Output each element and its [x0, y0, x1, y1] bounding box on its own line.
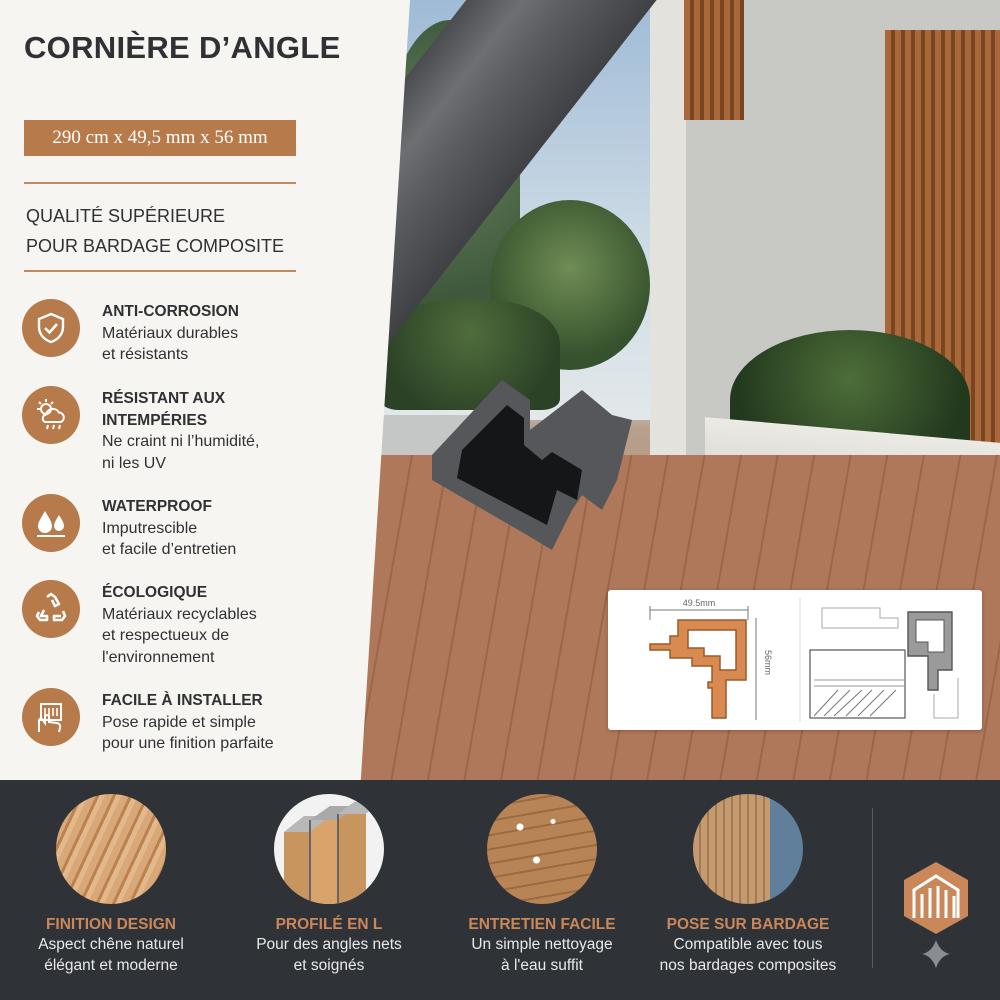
feature-easy-install: [22, 688, 382, 768]
benefit-desc: Pour des angles nets: [256, 936, 402, 953]
feature-desc: Ne craint ni l’humidité,: [102, 433, 260, 450]
sun-cloud-rain-icon: [22, 386, 80, 444]
page-title: CORNIÈRE D’ANGLE: [24, 30, 341, 65]
feature-weather-resistant: [22, 386, 382, 472]
shield-check-icon: [22, 299, 80, 357]
feature-title: INTEMPÉRIES: [102, 411, 208, 429]
benefit-title: PROFILÉ EN L: [275, 916, 383, 933]
water-drops-icon: [22, 494, 80, 552]
feature-title: RÉSISTANT AUX: [102, 390, 226, 407]
benefit-title: ENTRETIEN FACILE: [468, 916, 616, 933]
profile-cross-section: [432, 360, 632, 550]
feature-desc: Pose rapide et simple: [102, 713, 256, 731]
feature-desc: et respectueux de: [102, 627, 230, 644]
dimensions-badge: 290 cm x 49,5 mm x 56 mm: [24, 120, 296, 156]
subtitle-line: QUALITÉ SUPÉRIEURE: [26, 206, 226, 226]
feature-desc: Matériaux durables: [102, 324, 239, 342]
subtitle: [26, 201, 284, 261]
brand-logo-icon: [900, 860, 972, 970]
feature-title: ANTI-CORROSION: [102, 303, 239, 320]
cladding-wall-image: [693, 794, 803, 904]
feature-title: ÉCOLOGIQUE: [102, 584, 208, 601]
feature-desc: Imputrescible: [102, 519, 198, 537]
benefit-desc: Compatible avec tous: [673, 936, 823, 953]
benefit-title: POSE SUR BARDAGE: [666, 916, 830, 933]
benefit-title: FINITION DESIGN: [45, 916, 177, 933]
feature-desc: et facile d’entretien: [102, 541, 237, 558]
hand-install-icon: [22, 688, 80, 746]
subtitle-line: POUR BARDAGE COMPOSITE: [26, 236, 285, 256]
benefit-easy-maintenance: [432, 794, 652, 976]
feature-desc: Matériaux recyclables: [102, 605, 257, 623]
profile-render-image: [274, 794, 384, 904]
benefit-cladding-install: [638, 794, 858, 976]
feature-title: FACILE À INSTALLER: [102, 692, 263, 709]
benefit-desc: Aspect chêne naturel: [38, 936, 184, 953]
wood-cladding: [684, 0, 744, 120]
feature-waterproof: [22, 494, 382, 574]
divider: [24, 270, 296, 272]
water-droplets-image: [487, 794, 597, 904]
divider: [24, 182, 296, 184]
divider: [872, 808, 873, 968]
feature-desc: pour une finition parfaite: [102, 735, 274, 752]
feature-desc: ni les UV: [102, 454, 167, 472]
wood-texture-image: [56, 794, 166, 904]
benefit-desc: Un simple nettoyage: [471, 936, 613, 953]
benefit-desc: à l'eau suffit: [501, 957, 583, 974]
recycle-icon: [22, 580, 80, 638]
technical-drawing-card: [608, 590, 982, 730]
width-dimension-label: 49.5mm: [682, 598, 716, 608]
benefit-desc: et soignés: [293, 957, 365, 974]
technical-drawing: [608, 590, 982, 730]
height-dimension-label: 56mm: [763, 650, 773, 676]
benefit-l-profile: [219, 794, 439, 976]
benefits-band: [0, 780, 1000, 1000]
benefit-desc: nos bardages composites: [659, 957, 837, 974]
feature-desc: et résistants: [102, 346, 189, 363]
feature-ecological: [22, 580, 382, 666]
benefit-desc: élégant et moderne: [44, 957, 178, 974]
feature-title: WATERPROOF: [102, 498, 212, 515]
feature-anti-corrosion: [22, 299, 382, 379]
feature-desc: l'environnement: [102, 648, 215, 666]
benefit-design-finish: [1, 794, 221, 976]
